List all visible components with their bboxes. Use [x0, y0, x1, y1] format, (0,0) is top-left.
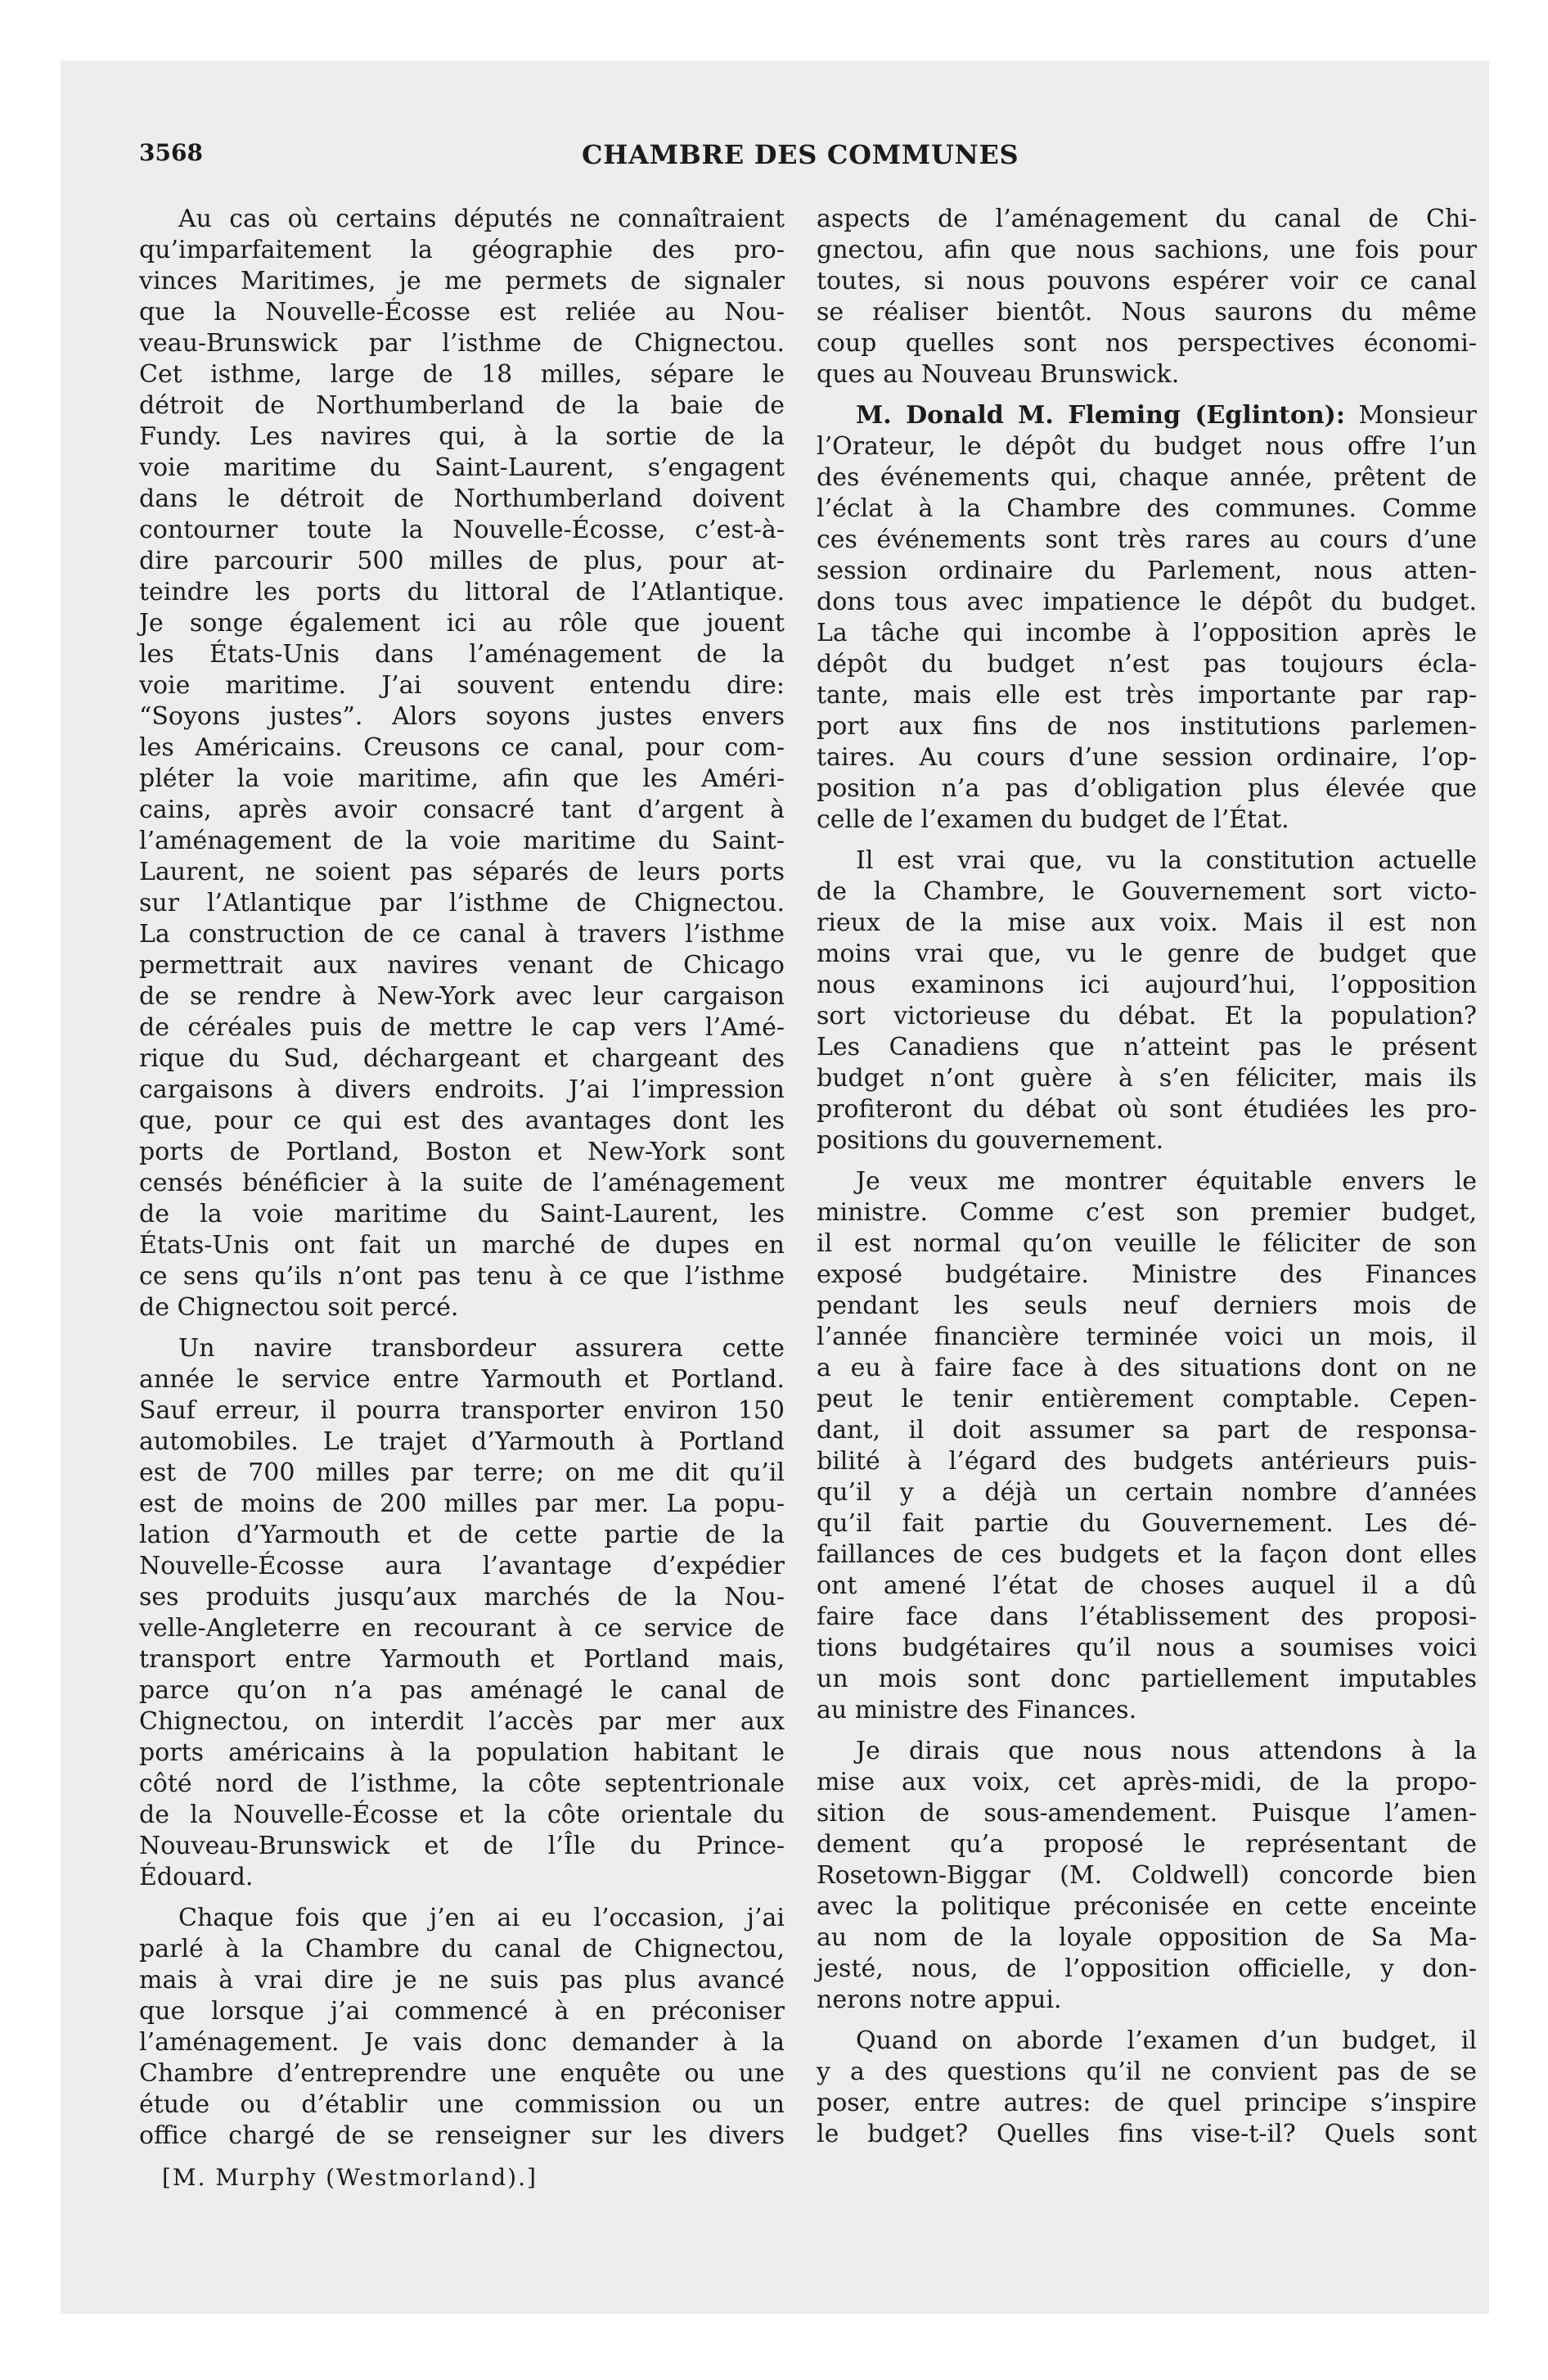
text-line: Au cas où certains députés ne connaîtraient — [178, 205, 785, 233]
text-line: est de 700 milles par terre; on me dit qu’il — [139, 1458, 785, 1487]
left-column — [139, 204, 785, 2152]
text-line: pléter la voie maritime, afin que les Améri- — [139, 764, 785, 793]
text-line: Sauf erreur, il pourra transporter environ 150 — [139, 1396, 785, 1425]
text-line: faire face dans l’établissement des proposi- — [817, 1602, 1477, 1631]
running-header — [139, 139, 1477, 172]
text-line: de la voie maritime du Saint-Laurent, les — [139, 1200, 785, 1228]
text-line: se réaliser bientôt. Nous saurons du même — [817, 298, 1477, 327]
text-line: au ministre des Finances. — [817, 1696, 1137, 1724]
text-line: l’Orateur, le dépôt du budget nous offre l’un — [817, 432, 1477, 461]
text-line: aspects de l’aménagement du canal de Chi- — [817, 205, 1477, 233]
text-line: nous examinons ici aujourd’hui, l’opposition — [817, 971, 1477, 999]
text-line: que lorsque j’ai commencé à en préconiser — [139, 1997, 785, 2026]
text-line: Nouvelle-Écosse aura l’avantage d’expédier — [139, 1552, 785, 1580]
text-line: nerons notre appui. — [817, 1986, 1062, 2014]
paragraph — [817, 204, 1477, 390]
text-line: Chambre d’entreprendre une enquête ou une — [139, 2059, 785, 2088]
text-line: moins vrai que, vu le genre de budget que — [817, 940, 1477, 968]
paragraph — [139, 1903, 785, 2152]
text-line: sur l’Atlantique par l’isthme de Chignectou. — [139, 889, 785, 917]
text-line: coup quelles sont nos perspectives économi- — [817, 329, 1477, 358]
text-line: que la Nouvelle-Écosse est reliée au Nou- — [139, 298, 785, 327]
text-line: le budget? Quelles fins vise-t-il? Quels sont — [817, 2120, 1477, 2148]
text-line: ce sens qu’ils n’ont pas tenu à ce que l’isthme — [139, 1262, 785, 1291]
text-line: ports de Portland, Boston et New-York sont — [139, 1138, 785, 1166]
text-line: ont amené l’état de choses auquel il a dû — [817, 1571, 1477, 1600]
text-line: ministre. Comme c’est son premier budget, — [817, 1198, 1477, 1227]
speaker-attribution: [M. Murphy (Westmorland).] — [162, 2164, 538, 2191]
text-line: voie maritime du Saint-Laurent, s’engagent — [139, 453, 785, 482]
running-title: CHAMBRE DES COMMUNES — [582, 139, 1019, 170]
text-line: côté nord de l’isthme, la côte septentrionale — [139, 1769, 785, 1798]
text-line: tions budgétaires qu’il nous a soumises voici — [817, 1634, 1477, 1662]
text-line: Édouard. — [139, 1863, 254, 1891]
text-line: toutes, si nous pouvons espérer voir ce canal — [817, 267, 1477, 295]
text-line: rique du Sud, déchargeant et chargeant des — [139, 1044, 785, 1073]
text-line: parce qu’on n’a pas aménagé le canal de — [139, 1676, 785, 1705]
text-line: détroit de Northumberland de la baie de — [139, 391, 785, 420]
text-line: Un navire transbordeur assurera cette — [178, 1334, 785, 1363]
text-line: peut le tenir entièrement comptable. Cepen- — [817, 1385, 1477, 1413]
text-line: Rosetown-Biggar (M. Coldwell) concorde bien — [817, 1861, 1477, 1890]
text-line: session ordinaire du Parlement, nous atten- — [817, 557, 1477, 585]
text-line — [817, 400, 1477, 431]
page-number: 3568 — [139, 139, 203, 166]
text-line: l’aménagement. Je vais donc demander à la — [139, 2028, 785, 2057]
text-line: bilité à l’égard des budgets antérieurs puis- — [817, 1447, 1477, 1476]
text-line: rieux de la mise aux voix. Mais il est non — [817, 908, 1477, 937]
text-line: veau-Brunswick par l’isthme de Chignectou. — [139, 329, 785, 358]
text-line: mise aux voix, cet après-midi, de la propo- — [817, 1768, 1477, 1796]
text-line: mais à vrai dire je ne suis pas plus avancé — [139, 1966, 785, 1995]
text-line: pendant les seuls neuf derniers mois de — [817, 1291, 1477, 1320]
text-line: dant, il doit assumer sa part de responsa- — [817, 1416, 1477, 1445]
text-line: les États-Unis dans l’aménagement de la — [139, 640, 785, 669]
text-line: lation d’Yarmouth et de cette partie de la — [139, 1521, 785, 1549]
speaker-name: M. Donald M. Fleming (Eglinton): — [856, 401, 1345, 430]
text-line: qu’il fait partie du Gouvernement. Les dé- — [817, 1509, 1477, 1538]
text-line: est de moins de 200 milles par mer. La popu- — [139, 1490, 785, 1518]
text-line: Je songe également ici au rôle que jouent — [139, 609, 785, 638]
text-line: permettrait aux navires venant de Chicago — [139, 951, 785, 980]
text-line: année le service entre Yarmouth et Portland. — [139, 1365, 785, 1394]
text-line: velle-Angleterre en recourant à ce service de — [139, 1614, 785, 1643]
text-line: a eu à faire face à des situations dont on ne — [817, 1354, 1477, 1382]
text-line: il est normal qu’on veuille le féliciter de son — [817, 1229, 1477, 1258]
paragraph — [817, 1736, 1477, 2016]
text-line: Nouveau-Brunswick et de l’Île du Prince- — [139, 1832, 785, 1860]
text-line: censés bénéficier à la suite de l’aménagement — [139, 1169, 785, 1197]
text-line: taires. Au cours d’une session ordinaire, l’op- — [817, 743, 1477, 772]
text-line: cains, après avoir consacré tant d’argent à — [139, 796, 785, 824]
text-line: La tâche qui incombe à l’opposition après le — [817, 619, 1477, 647]
text-line: position n’a pas d’obligation plus élevée que — [817, 774, 1477, 803]
text-line: dans le détroit de Northumberland doivent — [139, 485, 785, 513]
text-line: qu’imparfaitement la géographie des pro- — [139, 236, 785, 264]
text-line: que, pour ce qui est des avantages dont les — [139, 1107, 785, 1135]
text-line: dire parcourir 500 milles de plus, pour at- — [139, 547, 785, 575]
paragraph — [817, 2026, 1477, 2150]
text-line: Laurent, ne soient pas séparés de leurs ports — [139, 858, 785, 886]
text-line: de Chignectou soit percé. — [139, 1293, 459, 1322]
text-line: Chaque fois que j’en ai eu l’occasion, j’ai — [178, 1904, 785, 1932]
text-line: qu’il y a déjà un certain nombre d’années — [817, 1478, 1477, 1507]
text-line: y a des questions qu’il ne convient pas de se — [817, 2058, 1477, 2086]
text-line: parlé à la Chambre du canal de Chignectou, — [139, 1935, 785, 1963]
text-line: office chargé de se renseigner sur les divers — [139, 2121, 785, 2150]
text-line: un mois sont donc partiellement imputables — [817, 1665, 1477, 1693]
text-line: Chignectou, on interdit l’accès par mer aux — [139, 1707, 785, 1736]
text-line: dement qu’a proposé le représentant de — [817, 1830, 1477, 1859]
text-line: La construction de ce canal à travers l’isthme — [139, 920, 785, 949]
text-line: “Soyons justes”. Alors soyons justes envers — [139, 702, 785, 731]
text-line: cargaisons à divers endroits. J’ai l’impression — [139, 1075, 785, 1104]
text-line: les Américains. Creusons ce canal, pour com- — [139, 733, 785, 762]
text-line: contourner toute la Nouvelle-Écosse, c’est-à- — [139, 516, 785, 544]
text-line: tante, mais elle est très importante par rap- — [817, 681, 1477, 710]
text-line: positions du gouvernement. — [817, 1126, 1164, 1155]
text-line: étude ou d’établir une commission ou un — [139, 2090, 785, 2119]
text-line: jesté, nous, de l’opposition officielle, y don- — [817, 1954, 1477, 1983]
text-line: dépôt du budget n’est pas toujours écla- — [817, 650, 1477, 678]
text-line: teindre les ports du littoral de l’Atlantique. — [139, 578, 785, 606]
text-line: celle de l’examen du budget de l’État. — [817, 805, 1289, 834]
text-line: vinces Maritimes, je me permets de signaler — [139, 267, 785, 295]
text-line: l’aménagement de la voie maritime du Saint- — [139, 827, 785, 855]
text-line: de la Chambre, le Gouvernement sort victo- — [817, 877, 1477, 906]
text-line: États-Unis ont fait un marché de dupes en — [139, 1231, 785, 1260]
text-line: Les Canadiens que n’atteint pas le présent — [817, 1033, 1477, 1062]
text-line: gnectou, afin que nous sachions, une fois pour — [817, 236, 1477, 264]
text-line: voie maritime. J’ai souvent entendu dire: — [139, 671, 785, 700]
text-line: exposé budgétaire. Ministre des Finances — [817, 1260, 1477, 1289]
text-line: ces événements sont très rares au cours d’une — [817, 525, 1477, 554]
text-line: Fundy. Les navires qui, à la sortie de la — [139, 422, 785, 451]
right-column — [817, 204, 1477, 2150]
text-line: dons tous avec impatience le dépôt du budget. — [817, 588, 1477, 616]
text-line: poser, entre autres: de quel principe s’inspire — [817, 2089, 1477, 2117]
text-line: sition de sous-amendement. Puisque l’amen- — [817, 1799, 1477, 1828]
text-line: Je veux me montrer équitable envers le — [856, 1167, 1477, 1196]
text-line: Quand on aborde l’examen d’un budget, il — [856, 2026, 1477, 2055]
text-line: port aux fins de nos institutions parlemen- — [817, 712, 1477, 741]
text-line: profiteront du débat où sont étudiées les pro- — [817, 1095, 1477, 1124]
text-line-content: Monsieur — [1358, 401, 1478, 430]
text-line: au nom de la loyale opposition de Sa Ma- — [817, 1923, 1477, 1952]
text-line: budget n’ont guère à s’en féliciter, mais ils — [817, 1064, 1477, 1093]
paragraph — [817, 1166, 1477, 1726]
text-line: faillances de ces budgets et la façon dont elles — [817, 1540, 1477, 1569]
text-line: Cet isthme, large de 18 milles, sépare le — [139, 360, 785, 389]
text-line: de céréales puis de mettre le cap vers l’Amé- — [139, 1013, 785, 1042]
text-line: ques au Nouveau Brunswick. — [817, 360, 1180, 389]
text-line: de la Nouvelle-Écosse et la côte orientale du — [139, 1801, 785, 1829]
text-line: transport entre Yarmouth et Portland mais, — [139, 1645, 785, 1674]
text-line: sort victorieuse du débat. Et la population? — [817, 1002, 1477, 1030]
text-line: Je dirais que nous nous attendons à la — [856, 1737, 1477, 1765]
text-line: de se rendre à New-York avec leur cargaison — [139, 982, 785, 1011]
paragraph — [139, 1333, 785, 1893]
paragraph — [817, 845, 1477, 1156]
text-line: automobiles. Le trajet d’Yarmouth à Portland — [139, 1427, 785, 1456]
paragraph — [139, 204, 785, 1323]
text-line: avec la politique préconisée en cette enceinte — [817, 1892, 1477, 1921]
paragraph — [817, 400, 1477, 836]
text-line: ses produits jusqu’aux marchés de la Nou- — [139, 1583, 785, 1611]
text-line: des événements qui, chaque année, prêtent de — [817, 463, 1477, 492]
text-line: Il est vrai que, vu la constitution actuelle — [856, 846, 1477, 875]
text-line: l’éclat à la Chambre des communes. Comme — [817, 494, 1477, 523]
text-line: l’année financière terminée voici un mois, il — [817, 1323, 1477, 1351]
text-line: ports américains à la population habitant le — [139, 1738, 785, 1767]
